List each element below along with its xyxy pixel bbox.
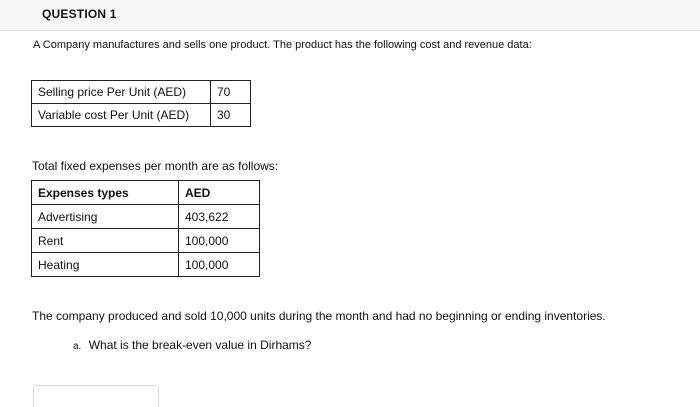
expense-type: Heating [32, 253, 179, 277]
fixed-expenses-caption: Total fixed expenses per month are as follows: [32, 159, 279, 173]
table-row [32, 205, 260, 229]
problem-statement: The company produced and sold 10,000 units during the month and had no beginning or ending inventories. [32, 309, 606, 323]
sub-question-text: What is the break-even value in Dirhams? [88, 338, 312, 352]
cost-value: 70 [211, 81, 251, 104]
table-row [32, 81, 251, 104]
question-header [0, 0, 700, 31]
column-header-amount: AED [179, 181, 260, 205]
expense-type: Rent [32, 229, 179, 253]
sub-question-marker: a. [73, 341, 82, 352]
expense-amount: 403,622 [179, 205, 260, 229]
table-row [32, 253, 260, 277]
cost-label: Selling price Per Unit (AED) [32, 81, 211, 104]
cost-value: 30 [211, 104, 251, 127]
expense-amount: 100,000 [179, 253, 260, 277]
question-intro: A Company manufactures and sells one product. The product has the following cost and revenue data: [33, 39, 532, 51]
table-row [32, 229, 260, 253]
answer-input[interactable] [33, 385, 159, 407]
expense-amount: 100,000 [179, 229, 260, 253]
cost-revenue-table [31, 80, 251, 127]
table-row [32, 104, 251, 127]
question-title: QUESTION 1 [42, 7, 117, 21]
sub-question [73, 338, 311, 352]
table-header-row [32, 181, 260, 205]
column-header-type: Expenses types [32, 181, 179, 205]
fixed-expenses-table [31, 180, 260, 277]
cost-label: Variable cost Per Unit (AED) [32, 104, 211, 127]
expense-type: Advertising [32, 205, 179, 229]
